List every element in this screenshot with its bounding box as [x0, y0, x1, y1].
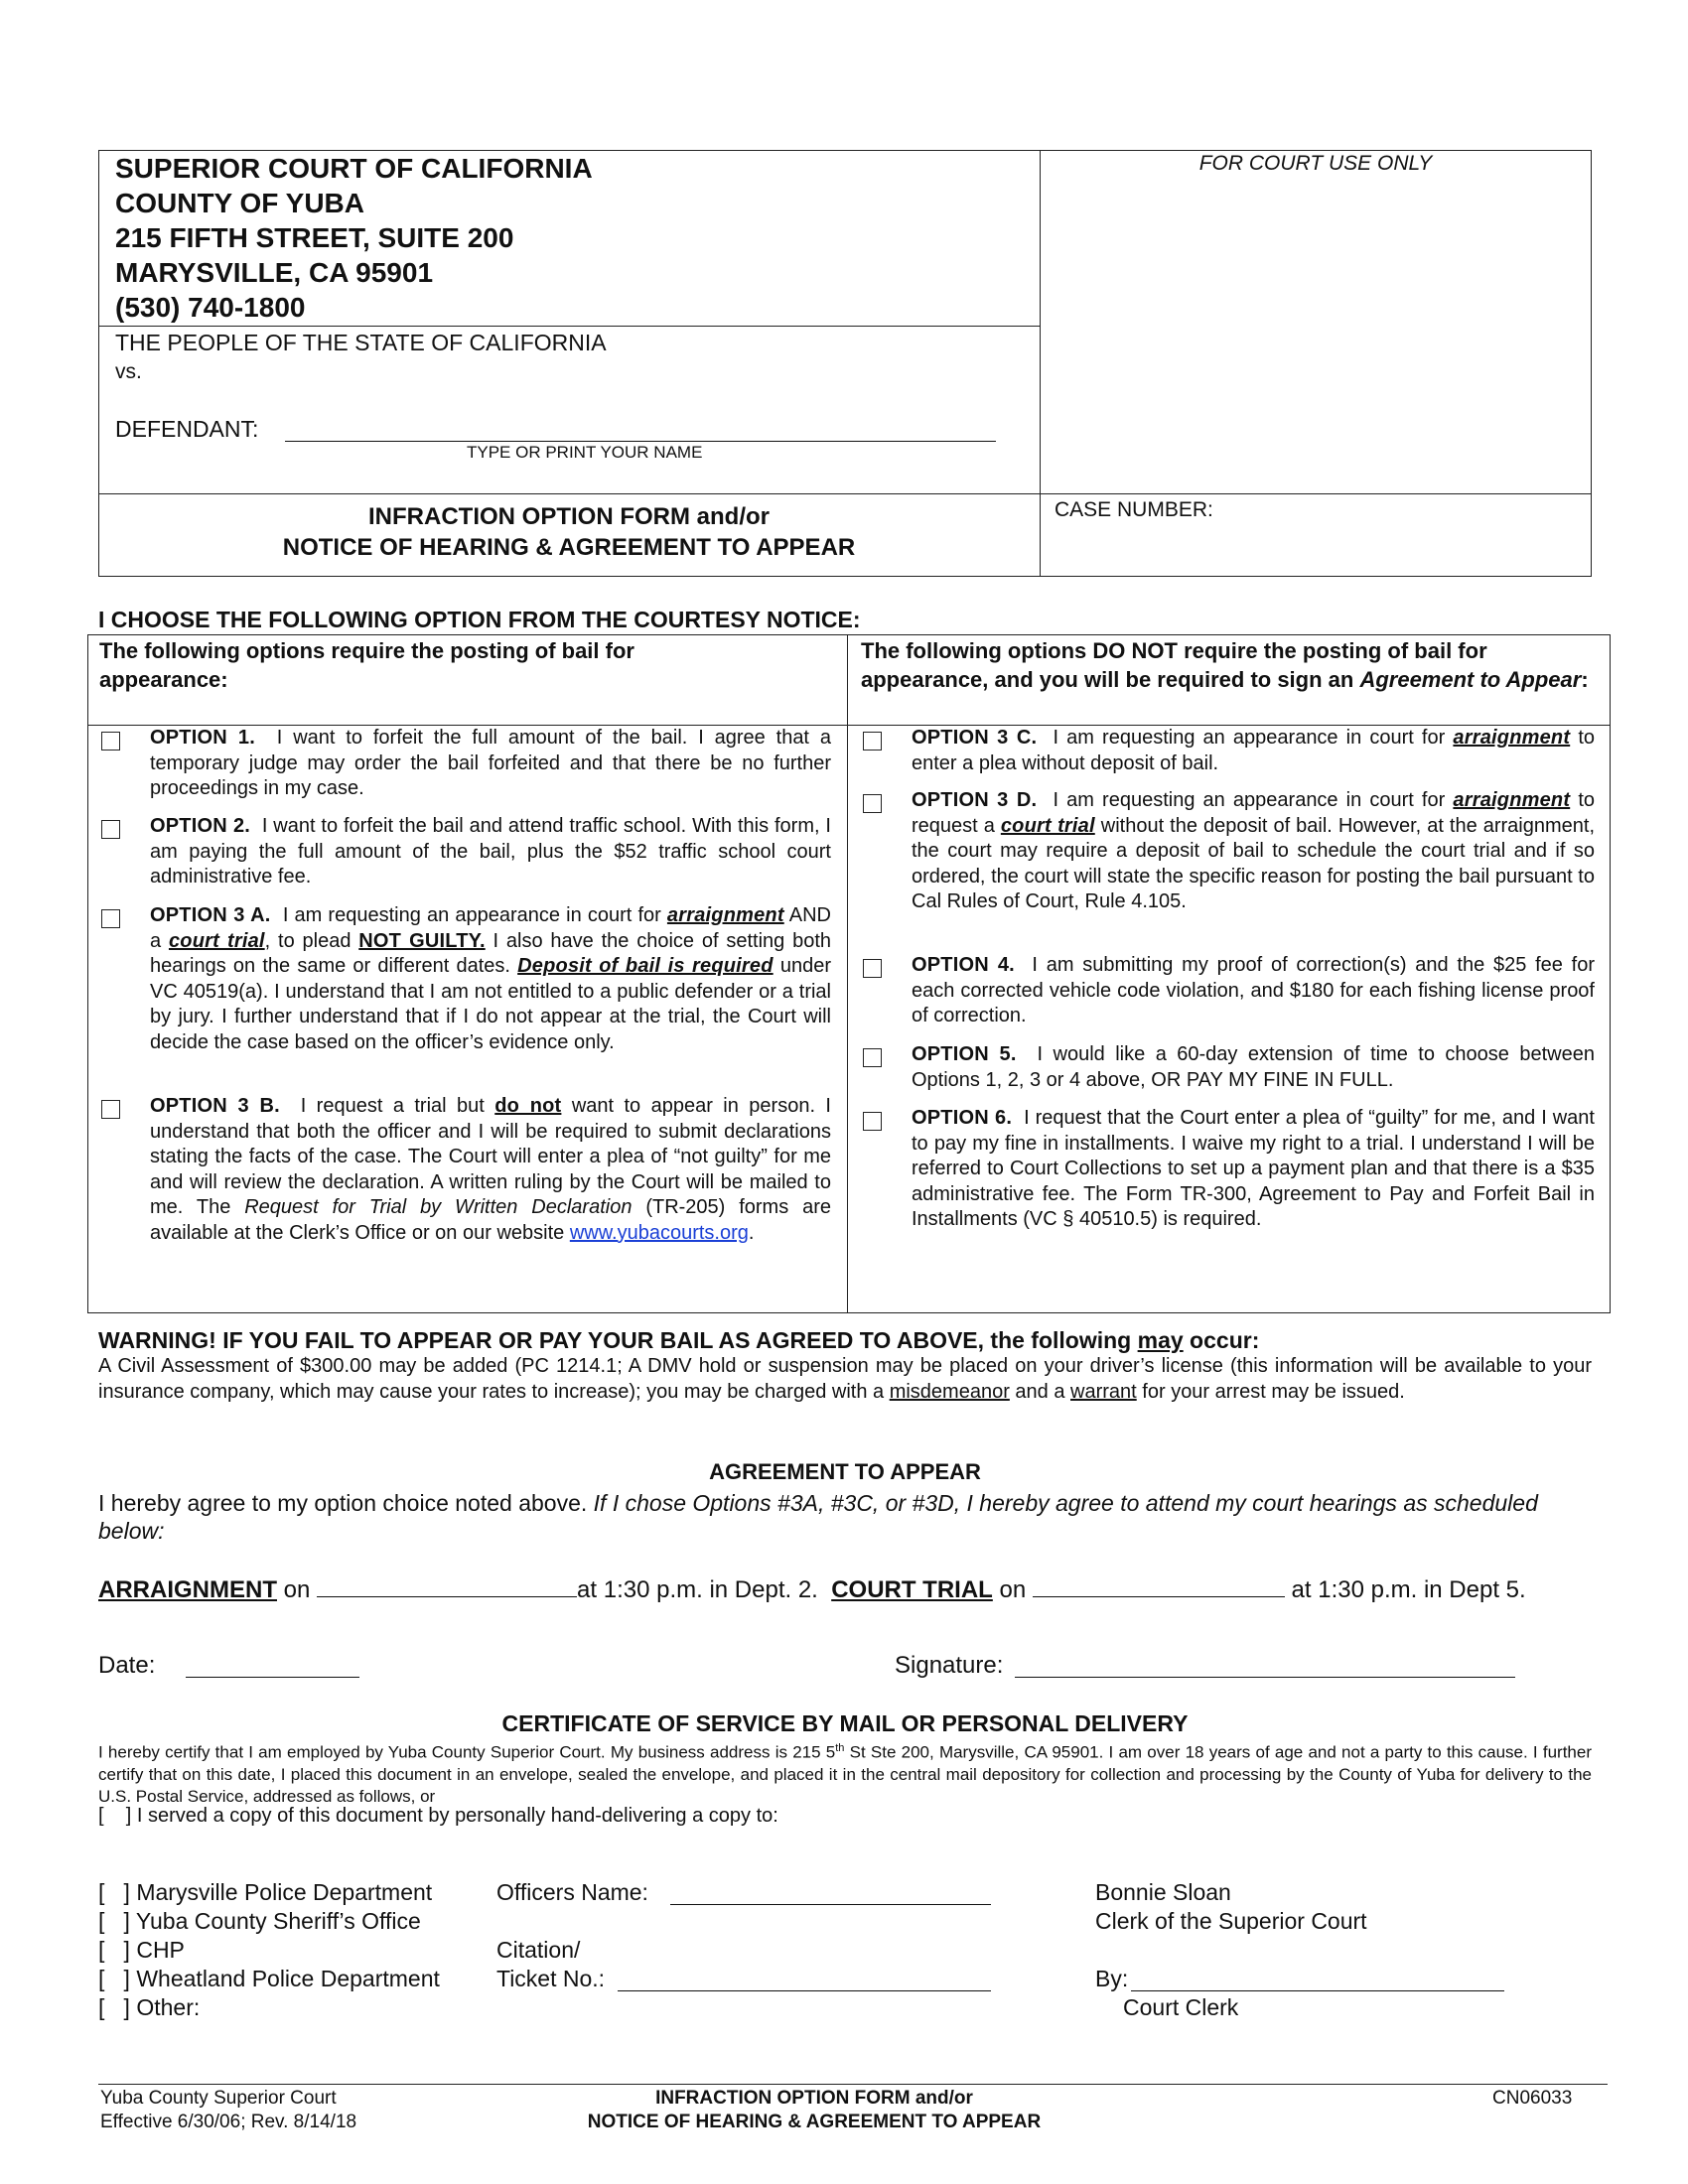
court-name: SUPERIOR COURT OF CALIFORNIA	[115, 153, 593, 184]
right-column-header: The following options DO NOT require the posting of bail for appearance, and you will be required to sign an Agreement to Appear:	[861, 638, 1589, 692]
defendant-name-hint: TYPE OR PRINT YOUR NAME	[467, 443, 703, 462]
option-3d-text: OPTION 3 D. I am requesting an appearance in court for arraignment to request a court trial without the deposit of bail. However, at the arraignment, the court may require a deposit of bail to schedule the court trial and if so ordered, the court will state the specific reason for posting the bail pursuant to Cal Rules of Court, Rule 4.105.	[912, 789, 1595, 912]
recipient-marysville-pd[interactable]: [ ] Marysville Police Department	[98, 1879, 433, 1905]
defendant-label: DEFENDANT:	[115, 416, 259, 442]
option-5-checkbox[interactable]	[863, 1048, 882, 1067]
option-3d-checkbox[interactable]	[863, 794, 882, 813]
left-column-header: The following options require the posting of bail for appearance:	[99, 638, 634, 692]
clerk-signature-field[interactable]	[1131, 1967, 1504, 1991]
court-trial-date-field[interactable]	[1033, 1576, 1285, 1597]
warning-heading: WARNING! IF YOU FAIL TO APPEAR OR PAY YOUR BAIL AS AGREED TO ABOVE, the following may occur:	[98, 1327, 1260, 1353]
officers-name-field[interactable]	[670, 1880, 991, 1905]
hearing-line: ARRAIGNMENT on at 1:30 p.m. in Dept. 2. COURT TRIAL on at 1:30 p.m. in Dept 5.	[98, 1576, 1526, 1603]
form-title-line-2: NOTICE OF HEARING & AGREEMENT TO APPEAR	[282, 534, 856, 561]
agreement-text: I hereby agree to my option choice noted above. If I chose Options #3A, #3C, or #3D, I hereby agree to attend my court hearings as scheduled below:	[98, 1490, 1538, 1544]
option-1-text: OPTION 1. I want to forfeit the full amount of the bail. I agree that a temporary judge may order the bail forfeited and that there be no further proceedings in my case.	[150, 727, 831, 799]
date-field[interactable]	[186, 1653, 359, 1678]
option-3c-text: OPTION 3 C. I am requesting an appearance in court for arraignment to enter a plea without deposit of bail.	[912, 727, 1595, 774]
form-title	[98, 502, 1040, 562]
court-phone: (530) 740-1800	[115, 292, 306, 323]
by-label: By:	[1095, 1966, 1129, 1991]
footer-center	[447, 2087, 1182, 2134]
agreement-title: AGREEMENT TO APPEAR	[709, 1459, 981, 1484]
footer-left	[100, 2087, 356, 2134]
date-label: Date:	[98, 1652, 156, 1679]
warning-body: A Civil Assessment of $300.00 may be added (PC 1214.1; A DMV hold or suspension may be placed on your driver’s license (this information will be available to your insurance company, which may cause your rates to increase); you may be charged with a misdemeanor and a warrant for your arrest may be issued.	[98, 1355, 1592, 1403]
option-3b-checkbox[interactable]	[101, 1100, 120, 1119]
caption-divider-court	[98, 326, 1040, 327]
option-3b-text: OPTION 3 B. I request a trial but do not want to appear in person. I understand that both the officer and I will be required to submit declarations stating the facts of the case. The Court will enter a plea of “not guilty” for me and will review the declaration. A written ruling by the Court will be mailed to me. The Request for Trial by Written Declaration (TR-205) forms are available at the Clerk’s Office or on our website www.yubacourts.org.	[150, 1095, 831, 1244]
footer-title-1: INFRACTION OPTION FORM and/or	[655, 2088, 973, 2109]
officers-name-label: Officers Name:	[496, 1879, 648, 1905]
caption-divider-vertical	[1040, 150, 1041, 577]
ticket-number-field[interactable]	[618, 1967, 991, 1991]
footer-effective: Effective 6/30/06; Rev. 8/14/18	[100, 2112, 357, 2132]
option-4-text: OPTION 4. I am submitting my proof of correction(s) and the $25 fee for each corrected vehicle code violation, and $180 for each fishing license proof of correction.	[912, 954, 1595, 1026]
option-3a-checkbox[interactable]	[101, 909, 120, 928]
defendant-name-field[interactable]	[285, 417, 996, 442]
court-use-only-label: FOR COURT USE ONLY	[1198, 152, 1433, 175]
signature-label: Signature:	[895, 1652, 1004, 1679]
arraignment-date-field[interactable]	[317, 1576, 577, 1597]
court-clerk-label: Court Clerk	[1123, 1994, 1239, 2020]
option-5-text: OPTION 5. I would like a 60-day extension of time to choose between Options 1, 2, 3 or 4 above, OR PAY MY FINE IN FULL.	[912, 1043, 1595, 1091]
clerk-name: Bonnie Sloan	[1095, 1879, 1231, 1905]
court-street: 215 FIFTH STREET, SUITE 200	[115, 222, 514, 253]
option-3c-checkbox[interactable]	[863, 732, 882, 751]
form-title-line-1: INFRACTION OPTION FORM and/or	[368, 503, 770, 530]
clerk-title: Clerk of the Superior Court	[1095, 1908, 1367, 1934]
case-number-field[interactable]	[1055, 524, 1581, 572]
option-6-checkbox[interactable]	[863, 1112, 882, 1131]
footer-court: Yuba County Superior Court	[100, 2088, 337, 2109]
option-4-checkbox[interactable]	[863, 959, 882, 978]
recipient-yuba-sheriff[interactable]: [ ] Yuba County Sheriff’s Office	[98, 1908, 421, 1934]
option-2-checkbox[interactable]	[101, 820, 120, 839]
recipient-other[interactable]: [ ] Other:	[98, 1994, 201, 2020]
personal-delivery-line: [ ] I served a copy of this document by personally hand-delivering a copy to:	[98, 1805, 778, 1827]
court-address-block	[115, 151, 593, 325]
signature-field[interactable]	[1015, 1653, 1515, 1678]
footer-title-2: NOTICE OF HEARING & AGREEMENT TO APPEAR	[587, 2112, 1042, 2132]
option-3a-text: OPTION 3 A. I am requesting an appearance in court for arraignment AND a court trial, to plead NOT GUILTY. I also have the choice of setting both hearings on the same or different dates. Deposit of bail is required under VC 40519(a). I understand that I am not entitled to a public defender or a trial by jury. I further understand that if I do not appear at the trial, the Court will decide the case based on the officer’s evidence only.	[150, 904, 831, 1053]
recipient-chp[interactable]: [ ] CHP	[98, 1937, 185, 1963]
people-label: THE PEOPLE OF THE STATE OF CALIFORNIA	[115, 330, 607, 355]
caption-divider-title	[98, 493, 1592, 494]
certificate-title: CERTIFICATE OF SERVICE BY MAIL OR PERSONAL DELIVERY	[501, 1710, 1189, 1736]
website-link[interactable]: www.yubacourts.org	[569, 1221, 749, 1244]
citation-label: Citation/	[496, 1937, 581, 1963]
footer-form-number: CN06033	[1492, 2088, 1573, 2109]
recipient-list	[98, 1878, 440, 2022]
vs-label: vs.	[115, 360, 142, 383]
option-1-checkbox[interactable]	[101, 732, 120, 751]
court-city: MARYSVILLE, CA 95901	[115, 257, 434, 288]
court-trial-label: COURT TRIAL	[831, 1576, 993, 1603]
case-number-label: CASE NUMBER:	[1055, 498, 1213, 521]
recipient-wheatland-pd[interactable]: [ ] Wheatland Police Department	[98, 1966, 440, 1991]
ticket-number-label: Ticket No.:	[496, 1966, 606, 1991]
footer-rule	[98, 2084, 1608, 2085]
options-column-divider	[847, 634, 848, 1313]
option-6-text: OPTION 6. I request that the Court enter a plea of “guilty” for me, and I want to pay my fine in installments. I waive my right to a trial. I understand I will be referred to Court Collections to set up a payment plan and that there is a $35 administrative fee. The Form TR-300, Agreement to Pay and Forfeit Bail in Installments (VC § 40510.5) is required.	[912, 1107, 1595, 1230]
arraignment-label: ARRAIGNMENT	[98, 1576, 277, 1603]
option-2-text: OPTION 2. I want to forfeit the bail and attend traffic school. With this form, I am paying the full amount of the bail, plus the $52 traffic school court administrative fee.	[150, 815, 831, 887]
options-heading: I CHOOSE THE FOLLOWING OPTION FROM THE COURTESY NOTICE:	[98, 607, 861, 632]
court-county: COUNTY OF YUBA	[115, 188, 364, 218]
certificate-body: I hereby certify that I am employed by Yuba County Superior Court. My business address is 215 5th St Ste 200, Marysville, CA 95901. I am over 18 years of age and not a party to this cause. I further certify that on this date, I placed this document in an envelope, sealed the envelope, and placed it in the central mail depository for collection and processing by the County of Yuba for delivery to the U.S. Postal Service, addressed as follows, or	[98, 1742, 1592, 1806]
